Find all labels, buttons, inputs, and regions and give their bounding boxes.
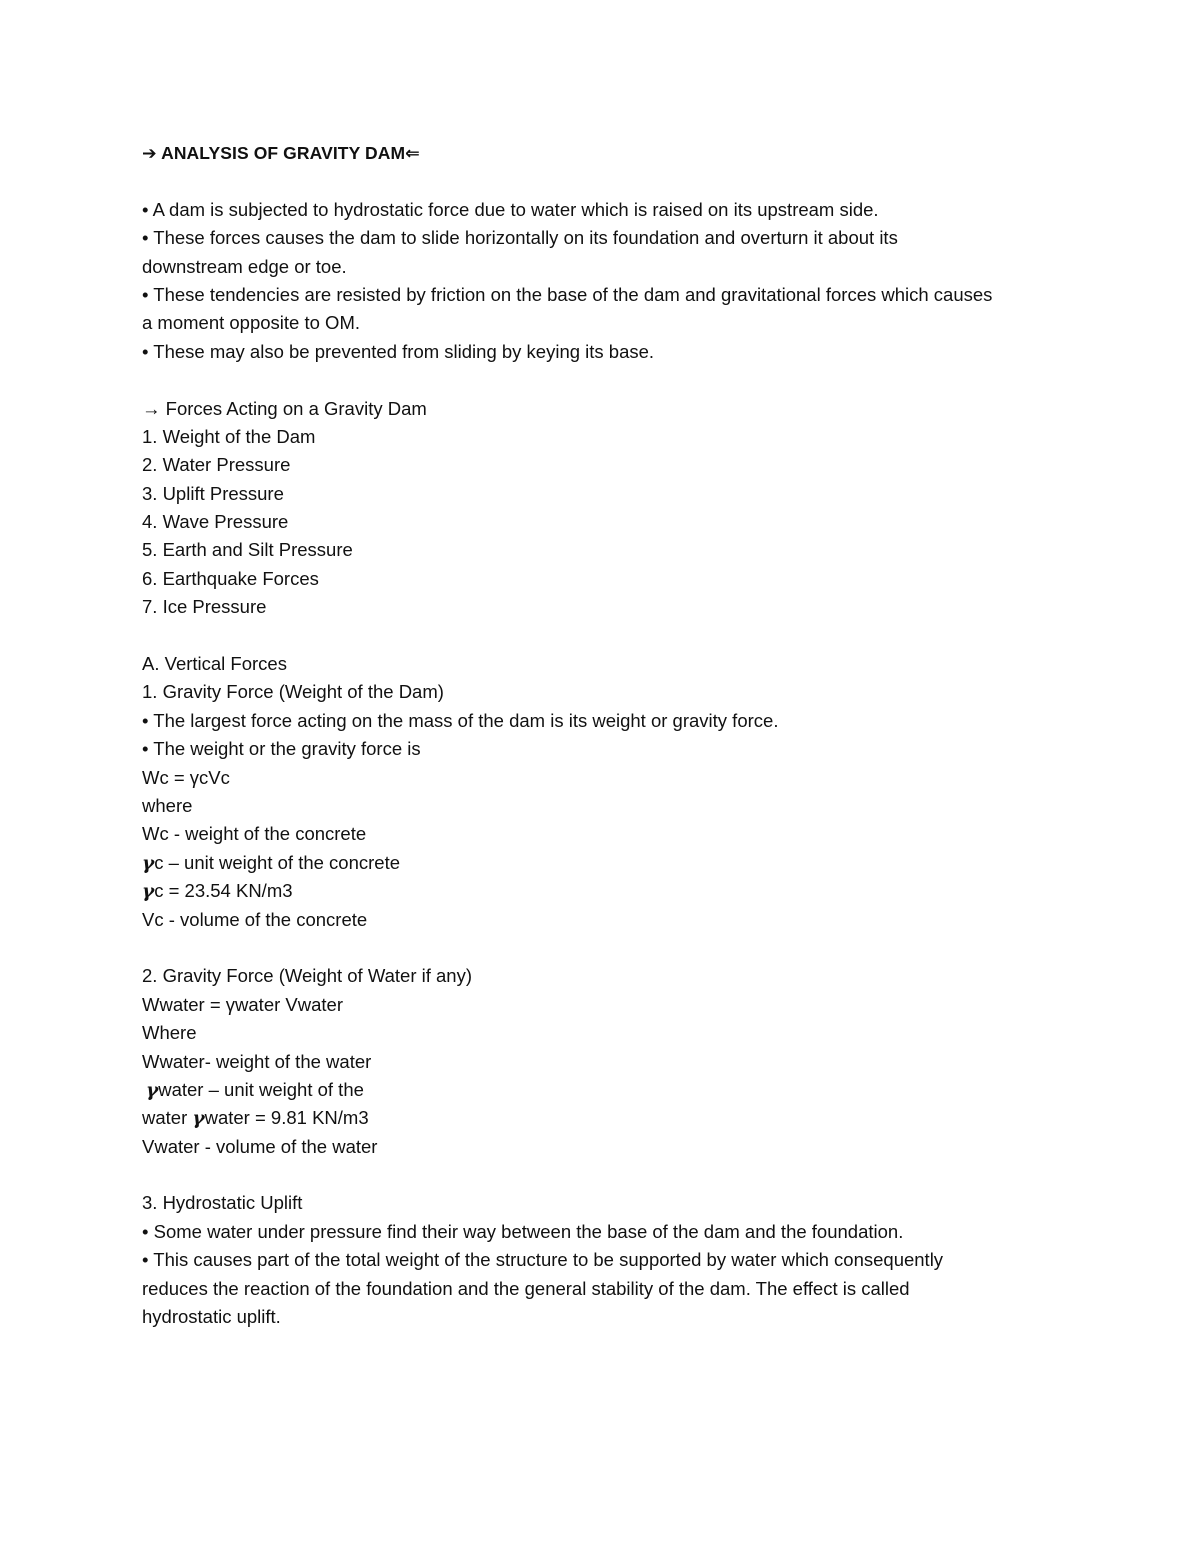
gamma-symbol: γ [146, 1079, 159, 1101]
intro-line: • These may also be prevented from sliding by keying its base. [142, 340, 655, 362]
definition-wc: Wc - weight of the concrete [142, 823, 367, 845]
gravity-water-heading: 2. Gravity Force (Weight of Water if any) [142, 965, 473, 987]
definition-gamma-water [142, 1076, 1060, 1104]
where-label: Where [142, 1022, 197, 1044]
intro-line: a moment opposite to OM. [142, 312, 360, 334]
gamma-symbol: γ [142, 881, 155, 903]
where-label: where [142, 794, 193, 816]
arrow-right-icon: → [142, 397, 161, 419]
definition-vwater: Vwater - volume of the water [142, 1135, 378, 1157]
uplift-line: • Some water under pressure find their way between the base of the dam and the foundation. [142, 1220, 904, 1242]
forces-list-item: 5. Earth and Silt Pressure [142, 539, 353, 561]
gamma-symbol: γ [142, 852, 155, 874]
title-text: ANALYSIS OF GRAVITY DAM [156, 143, 406, 163]
forces-list-item: 7. Ice Pressure [142, 596, 267, 618]
gravity-water-formula: Wwater = γwater Vwater [142, 993, 343, 1015]
value-text: water = 9.81 KN/m3 [204, 1107, 369, 1129]
definition-text: c – unit weight of the concrete [154, 851, 401, 873]
arrow-right-icon: ➔ [142, 144, 157, 164]
forces-list-item: 3. Uplift Pressure [142, 482, 284, 504]
forces-list-item: 2. Water Pressure [142, 454, 291, 476]
forces-list-item: 6. Earthquake Forces [142, 567, 319, 589]
value-gamma-water [142, 1104, 1060, 1132]
gravity-dam-formula: Wc = γcVc [142, 766, 230, 788]
value-text: c = 23.54 KN/m3 [154, 880, 293, 902]
uplift-heading: 3. Hydrostatic Uplift [142, 1192, 303, 1214]
uplift-line: • This causes part of the total weight of the structure to be supported by water which consequently [142, 1249, 944, 1271]
gravity-dam-bullet: • The weight or the gravity force is [142, 738, 421, 760]
value-prefix: water [142, 1107, 193, 1129]
intro-line: downstream edge or toe. [142, 255, 347, 277]
intro-line: • These forces causes the dam to slide horizontally on its foundation and overturn it about its [142, 227, 898, 249]
forces-heading [142, 395, 1060, 423]
uplift-line: reduces the reaction of the foundation and the general stability of the dam. The effect is called [142, 1277, 910, 1299]
definition-text: water – unit weight of the [158, 1078, 364, 1100]
uplift-line: hydrostatic uplift. [142, 1306, 281, 1328]
gravity-dam-bullet: • The largest force acting on the mass of the dam is its weight or gravity force. [142, 709, 779, 731]
forces-heading-text: Forces Acting on a Gravity Dam [160, 397, 427, 419]
intro-line: • A dam is subjected to hydrostatic force due to water which is raised on its upstream side. [142, 198, 879, 220]
definition-gamma-c [142, 849, 1060, 877]
definition-wwater: Wwater- weight of the water [142, 1050, 372, 1072]
definition-vc: Vc - volume of the concrete [142, 908, 368, 930]
forces-list-item: 4. Wave Pressure [142, 511, 289, 533]
gamma-symbol: γ [192, 1108, 205, 1130]
intro-line: • These tendencies are resisted by friction on the base of the dam and gravitational forces which causes [142, 283, 993, 305]
forces-list-item: 1. Weight of the Dam [142, 425, 316, 447]
value-gamma-c [142, 877, 1060, 905]
document-title [142, 139, 1060, 167]
arrow-left-icon: ⇐ [405, 144, 420, 164]
vertical-forces-heading: A. Vertical Forces [142, 653, 287, 675]
gravity-dam-heading: 1. Gravity Force (Weight of the Dam) [142, 681, 444, 703]
